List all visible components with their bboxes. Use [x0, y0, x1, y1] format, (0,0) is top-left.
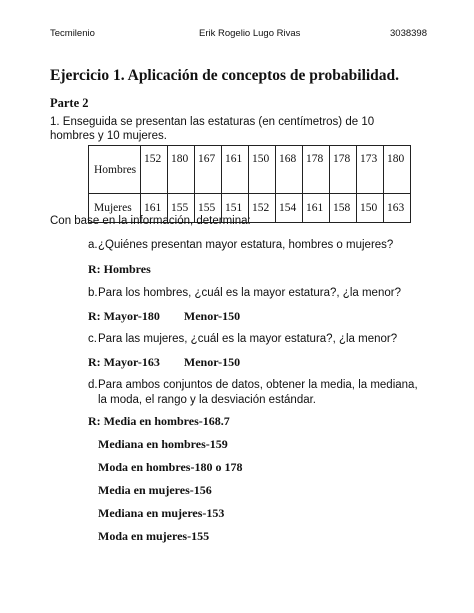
- row-label: Hombres: [89, 146, 141, 194]
- question-letter: b.: [88, 287, 98, 299]
- question-letter: d.: [88, 379, 98, 391]
- table-cell: 150: [357, 194, 384, 223]
- table-cell: 154: [276, 194, 303, 223]
- intro-paragraph: 1. Enseguida se presentan las estaturas (en centímetros) de 10 hombres y 10 mujeres.: [50, 116, 375, 142]
- question-a: [88, 238, 428, 253]
- page-header: [0, 28, 474, 42]
- header-student-id: 3038398: [390, 28, 427, 39]
- answer-b: [88, 309, 240, 324]
- table-row-hombres: [89, 146, 411, 194]
- header-author: Erik Rogelio Lugo Rivas: [199, 28, 301, 39]
- answer-d-line-1: R: Media en hombres-168.7: [88, 414, 230, 428]
- table-cell: 173: [357, 146, 384, 194]
- header-institution: Tecmilenio: [50, 28, 95, 39]
- table-cell: 163: [384, 194, 411, 223]
- instructions-text: Con base en la información, determina:: [50, 215, 251, 227]
- table-cell: 161: [141, 194, 168, 223]
- section-heading: Parte 2: [50, 96, 89, 110]
- table-cell: 161: [222, 146, 249, 194]
- table-cell: 152: [141, 146, 168, 194]
- table-cell: 178: [330, 146, 357, 194]
- table-cell: 151: [222, 194, 249, 223]
- answer-d-line-2: Mediana en hombres-159: [98, 437, 228, 451]
- answer-d-line-3: Moda en hombres-180 o 178: [98, 460, 243, 474]
- question-text: Para las mujeres, ¿cuál es la mayor estatura?, ¿la menor?: [98, 333, 398, 345]
- table-cell: 155: [168, 194, 195, 223]
- question-text: ¿Quiénes presentan mayor estatura, hombres o mujeres?: [98, 239, 394, 251]
- table-cell: 155: [195, 194, 222, 223]
- answer-c-max: R: Mayor-163: [88, 355, 160, 369]
- table-cell: 178: [303, 146, 330, 194]
- table-cell: 161: [303, 194, 330, 223]
- row-label: Mujeres: [89, 194, 141, 223]
- table-cell: 158: [330, 194, 357, 223]
- question-b: [88, 286, 428, 301]
- answer-d-line-5: Mediana en mujeres-153: [98, 506, 225, 520]
- document-title: Ejercicio 1. Aplicación de conceptos de probabilidad.: [50, 67, 400, 84]
- answer-b-max: R: Mayor-180: [88, 309, 160, 323]
- answer-c-min: Menor-150: [183, 355, 241, 369]
- question-d: [88, 378, 428, 408]
- heights-table: [88, 145, 411, 223]
- answer-a: R: Hombres: [88, 262, 151, 276]
- question-text: Para ambos conjuntos de datos, obtener la media, la mediana, la moda, el rango y la desviación estándar.: [98, 379, 418, 406]
- table-cell: 167: [195, 146, 222, 194]
- table-cell: 168: [276, 146, 303, 194]
- answer-d-line-6: Moda en mujeres-155: [98, 529, 210, 543]
- answer-c: [88, 355, 240, 370]
- table-cell: 150: [249, 146, 276, 194]
- question-letter: a.: [88, 239, 98, 251]
- table-cell: 180: [168, 146, 195, 194]
- question-text: Para los hombres, ¿cuál es la mayor estatura?, ¿la menor?: [98, 287, 401, 299]
- table-cell: 152: [249, 194, 276, 223]
- question-letter: c.: [88, 333, 97, 345]
- table-cell: 180: [384, 146, 411, 194]
- answer-d-line-4: Media en mujeres-156: [98, 483, 212, 497]
- answer-b-min: Menor-150: [183, 309, 241, 323]
- question-c: [88, 332, 428, 347]
